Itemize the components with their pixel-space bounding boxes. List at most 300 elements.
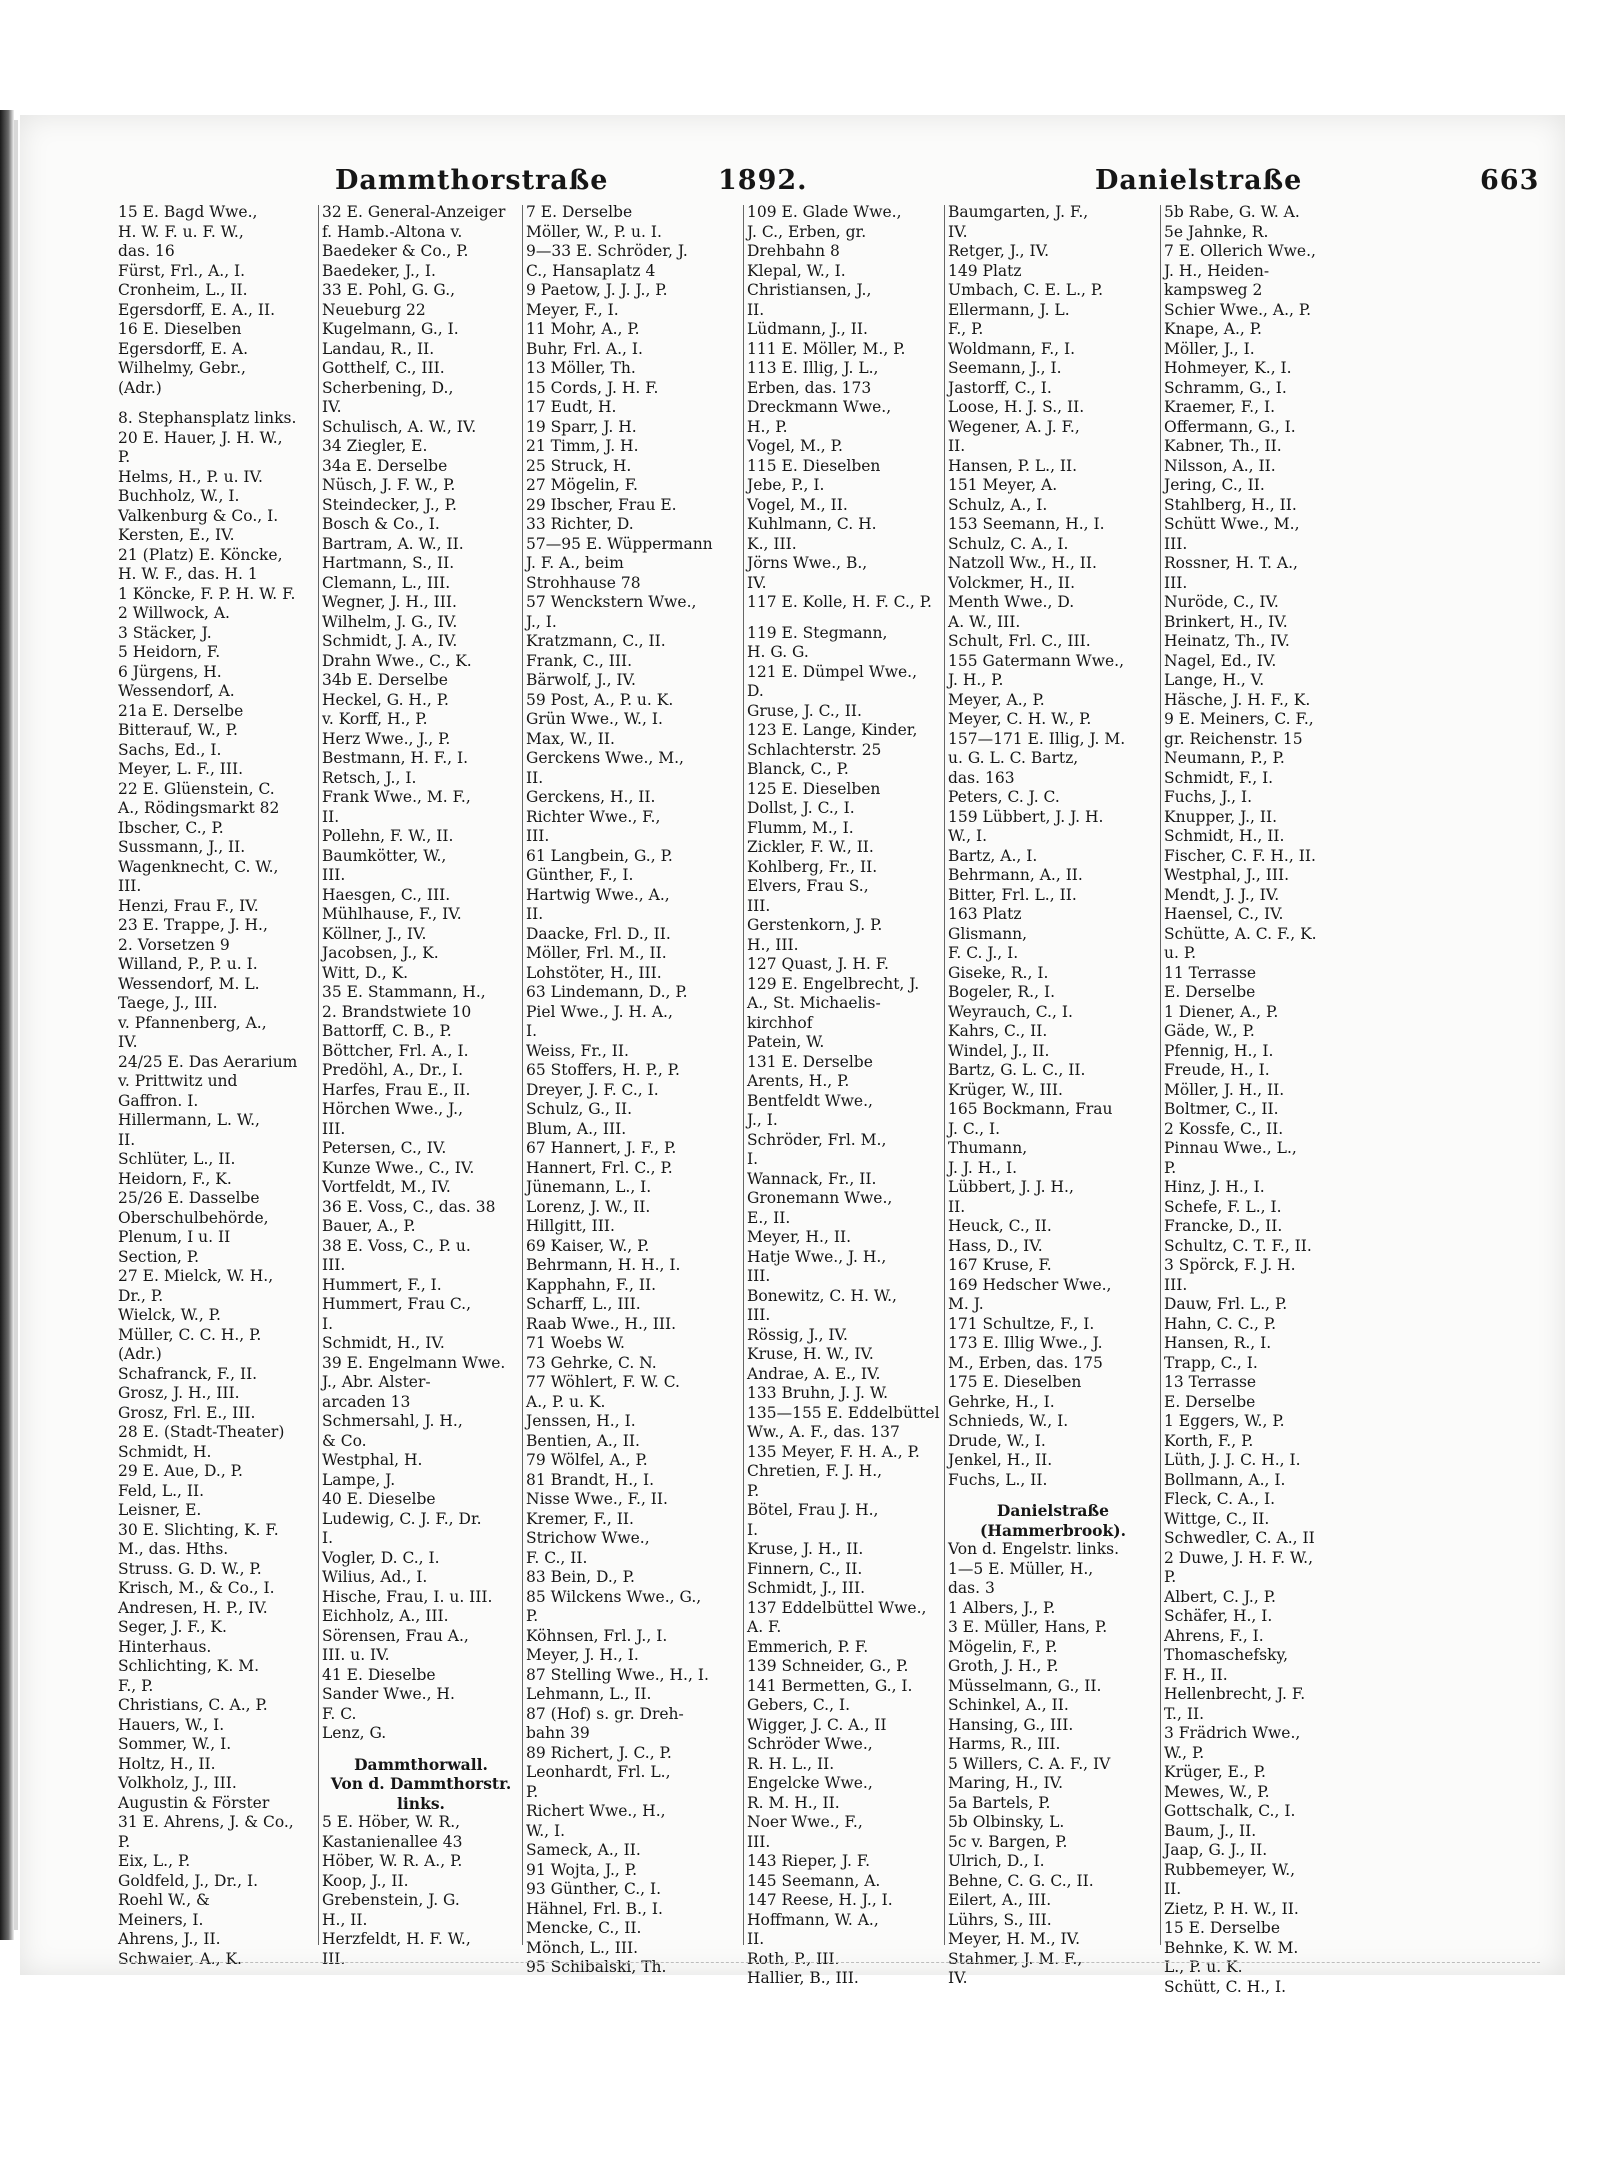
- directory-entry-line: 157—171 E. Illig, J. M.: [948, 729, 1126, 748]
- directory-entry-line: Krisch, M., & Co., I.: [118, 1579, 275, 1597]
- directory-entry-line: 85 Wilckens Wwe., G.,: [526, 1587, 702, 1606]
- directory-entry-line: 175 E. Dieselben: [948, 1373, 1082, 1391]
- directory-entry-line: IV.: [322, 398, 342, 416]
- directory-entry-line: 119 E. Stegmann,: [747, 623, 888, 642]
- directory-entry-line: Krüger, E., P.: [1164, 1763, 1266, 1781]
- directory-entry-line: 25/26 E. Dasselbe: [118, 1189, 260, 1207]
- directory-entry-line: Meiners, I.: [118, 1910, 204, 1929]
- directory-entry-line: u. P.: [1164, 944, 1197, 962]
- directory-entry-line: Schröder Wwe.,: [747, 1735, 873, 1753]
- directory-entry-line: u. G. L. C. Bartz,: [948, 749, 1079, 767]
- directory-entry-line: Fürst, Frl., A., I.: [118, 261, 246, 280]
- directory-entry-line: IV.: [118, 1033, 138, 1051]
- directory-entry-line: 115 E. Dieselben: [747, 456, 881, 475]
- directory-entry-line: Bestmann, H. F., I.: [322, 749, 469, 767]
- directory-entry-line: Wegner, J. H., III.: [322, 593, 457, 611]
- directory-entry-line: Drude, W., I.: [948, 1431, 1046, 1450]
- directory-entry-line: Frank Wwe., M. F.,: [322, 788, 471, 806]
- directory-entry-line: I.: [322, 1314, 334, 1333]
- directory-entry-line: Behne, C. G. C., II.: [948, 1871, 1094, 1890]
- directory-entry-line: Augustin & Förster: [118, 1793, 270, 1812]
- directory-entry-line: Schult, Frl. C., III.: [948, 632, 1091, 650]
- directory-entry-line: Meyer, L. F., III.: [118, 760, 244, 778]
- directory-entry-line: Pfennig, H., I.: [1164, 1041, 1274, 1060]
- directory-entry-line: Fischer, C. F. H., II.: [1164, 846, 1316, 865]
- directory-entry-line: Bärwolf, J., IV.: [526, 671, 636, 689]
- directory-entry-line: Christians, C. A., P.: [118, 1696, 268, 1714]
- entry-spacer: [322, 1744, 520, 1755]
- directory-entry-line: 7 E. Derselbe: [526, 203, 633, 221]
- directory-entry-line: Eichholz, A., III.: [322, 1607, 449, 1625]
- directory-entry-line: J. H., P.: [948, 671, 1004, 689]
- directory-entry-line: III.: [747, 1832, 771, 1851]
- directory-entry-line: IV.: [948, 222, 968, 241]
- directory-entry-line: 73 Gehrke, C. N.: [526, 1353, 657, 1372]
- directory-entry-line: J. C., I.: [948, 1119, 1001, 1138]
- directory-entry-line: IV.: [948, 1969, 968, 1987]
- directory-entry-line: Feld, L., II.: [118, 1481, 205, 1500]
- directory-entry-line: 77 Wöhlert, F. W. C.: [526, 1373, 680, 1391]
- directory-entry-line: Schafranck, F., II.: [118, 1364, 258, 1383]
- directory-entry-line: Grosz, J. H., III.: [118, 1384, 240, 1402]
- directory-entry-line: Wittge, C., II.: [1164, 1509, 1270, 1528]
- directory-entry-line: Schütt, C. H., I.: [1164, 1977, 1287, 1996]
- page-number: 663: [1480, 165, 1540, 196]
- directory-entry-line: Harfes, Frau E., II.: [322, 1080, 471, 1099]
- directory-entry-line: Sachs, Ed., I.: [118, 740, 222, 759]
- directory-entry-line: arcaden 13: [322, 1392, 411, 1411]
- directory-entry-line: 23 E. Trappe, J. H.,: [118, 916, 268, 934]
- directory-entry-line: gr. Reichenstr. 15: [1164, 729, 1303, 748]
- directory-entry-line: Nüsch, J. F. W., P.: [322, 476, 456, 494]
- directory-entry-line: (Adr.): [118, 1345, 162, 1363]
- directory-entry-line: 2. Brandstwiete 10: [322, 1002, 472, 1021]
- directory-column-4: [747, 203, 943, 1987]
- directory-entry-line: 5e Jahnke, R.: [1164, 222, 1269, 241]
- directory-entry-line: Hansen, R., I.: [1164, 1334, 1272, 1352]
- directory-entry-line: J. C., Erben, gr.: [747, 222, 867, 241]
- directory-entry-line: Bentien, A., II.: [526, 1431, 640, 1450]
- directory-entry-line: Heuck, C., II.: [948, 1217, 1052, 1235]
- directory-entry-line: Egersdorff, E. A., II.: [118, 300, 276, 319]
- directory-entry-line: bahn 39: [526, 1724, 590, 1742]
- directory-entry-line: 91 Wojta, J., P.: [526, 1860, 637, 1879]
- directory-entry-line: Nisse Wwe., F., II.: [526, 1490, 668, 1508]
- directory-entry-line: Schlachterstr. 25: [747, 740, 882, 759]
- directory-entry-line: H., III.: [747, 935, 799, 954]
- directory-entry-line: 9 E. Meiners, C. F.,: [1164, 710, 1314, 728]
- directory-entry-line: 173 E. Illig Wwe., J.: [948, 1334, 1103, 1352]
- directory-entry-line: IV.: [747, 573, 767, 592]
- directory-entry-line: Eilert, A., III.: [948, 1891, 1052, 1909]
- directory-entry-line: Boltmer, C., II.: [1164, 1100, 1279, 1118]
- directory-entry-line: Hartmann, S., II.: [322, 554, 455, 572]
- directory-entry-line: Glismann,: [948, 924, 1028, 943]
- directory-entry-line: 171 Schultze, F., I.: [948, 1314, 1095, 1333]
- directory-entry-line: Schmidt, H., II.: [1164, 827, 1285, 845]
- directory-entry-line: Wegener, A. J. F.,: [948, 417, 1080, 436]
- directory-entry-line: Sussmann, J., II.: [118, 838, 246, 856]
- directory-entry-line: Trapp, C., I.: [1164, 1353, 1258, 1372]
- directory-entry-line: Kremer, F., II.: [526, 1509, 634, 1528]
- directory-entry-line: Dauw, Frl. L., P.: [1164, 1295, 1288, 1313]
- directory-entry-line: 22 E. Glüenstein, C.: [118, 779, 275, 798]
- directory-entry-line: Baedeker, J., I.: [322, 261, 436, 280]
- directory-entry-line: T., II.: [1164, 1704, 1205, 1723]
- directory-entry-line: 36 E. Voss, C., das. 38: [322, 1197, 496, 1216]
- directory-entry-line: Seemann, J., I.: [948, 359, 1062, 377]
- directory-entry-line: Gotthelf, C., III.: [322, 359, 445, 377]
- directory-entry-line: Mühlhause, F., IV.: [322, 905, 462, 923]
- directory-entry-line: kampsweg 2: [1164, 281, 1263, 299]
- directory-entry-line: Sommer, W., I.: [118, 1735, 232, 1753]
- directory-entry-line: Seger, J. F., K.: [118, 1618, 227, 1636]
- directory-entry-line: A. W., III.: [948, 612, 1021, 631]
- directory-entry-line: Schramm, G., I.: [1164, 378, 1287, 397]
- directory-entry-line: Ww., A. F., das. 137: [747, 1423, 900, 1441]
- directory-entry-line: W., I.: [526, 1821, 566, 1840]
- directory-entry-line: Pinnau Wwe., L.,: [1164, 1139, 1297, 1157]
- directory-entry-line: Strichow Wwe.,: [526, 1529, 650, 1547]
- directory-entry-line: Kersten, E., IV.: [118, 526, 235, 544]
- section-heading: Dammthorwall.: [354, 1754, 488, 1774]
- directory-entry-line: Schnieds, W., I.: [948, 1412, 1069, 1430]
- directory-entry-line: Willand, P., P. u. I.: [118, 955, 258, 973]
- directory-entry-line: 34 Ziegler, E.: [322, 437, 428, 455]
- directory-entry-line: 9—33 E. Schröder, J.: [526, 242, 688, 260]
- directory-entry-line: das. 163: [948, 768, 1015, 787]
- directory-entry-line: Bitterauf, W., P.: [118, 721, 238, 739]
- directory-entry-line: Wielck, W., P.: [118, 1306, 221, 1324]
- directory-entry-line: Haensel, C., IV.: [1164, 905, 1284, 923]
- directory-entry-line: Freude, H., I.: [1164, 1061, 1270, 1079]
- directory-entry-line: 2 Willwock, A.: [118, 604, 230, 622]
- directory-entry-line: 3 Stäcker, J.: [118, 623, 212, 642]
- directory-entry-line: Hummert, Frau C.,: [322, 1295, 472, 1313]
- directory-entry-line: R. H. L., II.: [747, 1754, 835, 1773]
- page-edge: [14, 120, 18, 1930]
- directory-entry-line: Vogel, M., II.: [747, 495, 848, 514]
- directory-entry-line: Ibscher, C., P.: [118, 818, 224, 837]
- directory-entry-line: Maring, H., IV.: [948, 1774, 1064, 1792]
- directory-entry-line: Struss. G. D. W., P.: [118, 1559, 262, 1578]
- directory-entry-line: 1 Köncke, F. P. H. W. F.: [118, 584, 296, 603]
- directory-entry-line: Weiss, Fr., II.: [526, 1041, 629, 1060]
- directory-entry-line: Möller, Frl. M., II.: [526, 944, 667, 962]
- directory-entry-line: 57—95 E. Wüppermann: [526, 534, 713, 553]
- directory-entry-line: Vortfeldt, M., IV.: [322, 1178, 451, 1196]
- directory-entry-line: III.: [322, 1119, 346, 1138]
- directory-entry-line: E. Derselbe: [1164, 1392, 1256, 1411]
- directory-entry-line: Wilius, Ad., I.: [322, 1568, 428, 1586]
- directory-entry-line: Dollst, J. C., I.: [747, 799, 855, 817]
- directory-entry-line: 7 E. Ollerich Wwe.,: [1164, 242, 1316, 260]
- entry-spacer: [118, 398, 316, 409]
- directory-entry-line: Gaffron. I.: [118, 1091, 199, 1110]
- directory-entry-line: Behrmann, H. H., I.: [526, 1256, 681, 1274]
- directory-entry-line: III.: [118, 877, 142, 895]
- directory-entry-line: 151 Meyer, A.: [948, 476, 1058, 494]
- directory-entry-line: 15 E. Bagd Wwe.,: [118, 203, 258, 221]
- directory-entry-line: J., I.: [747, 1111, 778, 1129]
- directory-entry-line: Kabner, Th., II.: [1164, 437, 1282, 455]
- directory-entry-line: 65 Stoffers, H. P., P.: [526, 1061, 680, 1079]
- directory-entry-line: Woldmann, F., I.: [948, 339, 1076, 358]
- directory-entry-line: Hansing, G., III.: [948, 1715, 1074, 1734]
- directory-entry-line: P.: [1164, 1568, 1177, 1586]
- bottom-scale-mark: [120, 1962, 1540, 1964]
- directory-entry-line: I.: [747, 1150, 759, 1168]
- directory-entry-line: Egersdorff, E. A.: [118, 339, 249, 358]
- book-spine: [0, 110, 14, 1940]
- directory-entry-line: Fleck, C. A., I.: [1164, 1490, 1275, 1508]
- directory-entry-line: 81 Brandt, H., I.: [526, 1470, 655, 1489]
- directory-column-2: [322, 203, 520, 1968]
- directory-entry-line: Jebe, P., I.: [747, 476, 825, 494]
- directory-entry-line: 5 Heidorn, F.: [118, 643, 221, 661]
- directory-entry-line: Höber, W. R. A., P.: [322, 1852, 463, 1870]
- directory-entry-line: Schefe, F. L., I.: [1164, 1197, 1282, 1216]
- directory-entry-line: Christiansen, J.,: [747, 281, 872, 299]
- directory-entry-line: Von d. Engelstr. links.: [948, 1540, 1120, 1558]
- directory-entry-line: Brinkert, H., IV.: [1164, 612, 1288, 631]
- directory-entry-line: 139 Schneider, G., P.: [747, 1657, 909, 1675]
- directory-entry-line: Behnke, K. W. M.: [1164, 1938, 1299, 1957]
- directory-entry-line: II.: [322, 807, 340, 826]
- header-street-right: Danielstraße: [1095, 165, 1303, 196]
- directory-entry-line: Lampe, J.: [322, 1470, 396, 1489]
- directory-entry-line: Schulisch, A. W., IV.: [322, 417, 477, 436]
- directory-entry-line: 147 Reese, H. J., I.: [747, 1891, 893, 1909]
- section-heading: Danielstraße: [996, 1501, 1110, 1520]
- directory-entry-line: Rossner, H. T. A.,: [1164, 554, 1298, 572]
- directory-entry-line: Arents, H., P.: [747, 1072, 850, 1090]
- directory-entry-line: D.: [747, 682, 764, 700]
- directory-entry-line: Schmidt, J. A., IV.: [322, 632, 458, 650]
- directory-entry-line: Scharff, L., III.: [526, 1295, 641, 1313]
- directory-entry-line: Koop, J., II.: [322, 1871, 409, 1890]
- directory-entry-line: Volkholz, J., III.: [118, 1774, 237, 1792]
- directory-entry-line: Petersen, C., IV.: [322, 1139, 447, 1157]
- directory-entry-line: Kohlberg, Fr., II.: [747, 857, 878, 876]
- directory-entry-line: 41 E. Dieselbe: [322, 1665, 436, 1684]
- directory-entry-line: Schmidt, H., IV.: [322, 1334, 445, 1352]
- directory-entry-line: Bitter, Frl. L., II.: [948, 885, 1077, 904]
- directory-entry-line: Neueburg 22: [322, 300, 426, 319]
- directory-entry-line: Daacke, Frl. D., II.: [526, 924, 671, 943]
- directory-entry-line: 93 Günther, C., I.: [526, 1880, 662, 1898]
- directory-entry-line: Bonewitz, C. H. W.,: [747, 1286, 897, 1305]
- directory-entry-line: 61 Langbein, G., P.: [526, 846, 673, 865]
- directory-entry-line: Richter Wwe., F.,: [526, 807, 661, 826]
- directory-entry-line: Gäde, W., P.: [1164, 1022, 1255, 1040]
- directory-entry-line: 30 E. Slichting, K. F.: [118, 1520, 279, 1539]
- directory-entry-line: Schultz, C. T. F., II.: [1164, 1236, 1312, 1255]
- directory-entry-line: Schier Wwe., A., P.: [1164, 300, 1312, 319]
- directory-entry-line: 2 Kossfe, C., II.: [1164, 1119, 1284, 1138]
- directory-entry-line: Max, W., II.: [526, 729, 615, 748]
- directory-entry-line: Schröder, Frl. M.,: [747, 1130, 887, 1149]
- directory-entry-line: 135 Meyer, F. H. A., P.: [747, 1442, 920, 1461]
- directory-entry-line: Gehrke, H., I.: [948, 1392, 1055, 1411]
- directory-column-1: [118, 203, 316, 1968]
- directory-entry-line: Haesgen, C., III.: [322, 885, 451, 904]
- directory-entry-line: Korth, F., P.: [1164, 1431, 1254, 1450]
- directory-entry-line: Rubbemeyer, W.,: [1164, 1860, 1296, 1879]
- directory-entry-line: Dreckmann Wwe.,: [747, 398, 892, 416]
- directory-entry-line: 131 E. Derselbe: [747, 1052, 873, 1071]
- directory-entry-line: III.: [747, 896, 771, 915]
- directory-entry-line: A., Rödingsmarkt 82: [118, 799, 280, 817]
- directory-entry-line: Offermann, G., I.: [1164, 417, 1296, 436]
- directory-entry-line: & Co.: [322, 1431, 367, 1450]
- directory-entry-line: 32 E. General-Anzeiger: [322, 203, 506, 221]
- directory-entry-line: 20 E. Hauer, J. H. W.,: [118, 428, 283, 447]
- directory-entry-line: 5b Olbinsky, L.: [948, 1813, 1065, 1831]
- directory-entry-line: Häsche, J. H. F., K.: [1164, 690, 1311, 709]
- directory-entry-line: Baum, J., II.: [1164, 1821, 1257, 1840]
- directory-entry-line: Krüger, W., III.: [948, 1080, 1063, 1099]
- directory-entry-line: Lenz, G.: [322, 1724, 387, 1742]
- directory-entry-line: Strohhause 78: [526, 573, 641, 592]
- directory-entry-line: Schütte, A. C. F., K.: [1164, 924, 1317, 943]
- directory-entry-line: Piel Wwe., J. H. A.,: [526, 1002, 673, 1021]
- directory-entry-line: Schulz, G., II.: [526, 1100, 633, 1118]
- directory-entry-line: I.: [322, 1529, 334, 1547]
- directory-entry-line: Retger, J., IV.: [948, 242, 1050, 260]
- directory-entry-line: Mönch, L., III.: [526, 1938, 639, 1957]
- directory-entry-line: Jacobsen, J., K.: [322, 944, 439, 962]
- directory-entry-line: Plenum, I u. II: [118, 1228, 231, 1246]
- directory-entry-line: III.: [1164, 534, 1188, 553]
- directory-entry-line: das. 3: [948, 1579, 995, 1597]
- directory-entry-line: Fuchs, L., II.: [948, 1470, 1048, 1489]
- directory-entry-line: Patein, W.: [747, 1033, 825, 1051]
- directory-entry-line: A. F.: [747, 1618, 782, 1636]
- directory-entry-line: Meyer, A., P.: [948, 690, 1045, 709]
- directory-entry-line: Goldfeld, J., Dr., I.: [118, 1871, 258, 1890]
- directory-entry-line: II.: [747, 300, 765, 319]
- directory-entry-line: H. G. G.: [747, 643, 809, 661]
- directory-entry-line: Vogler, D. C., I.: [322, 1548, 440, 1567]
- directory-entry-line: Emmerich, P. F.: [747, 1637, 869, 1656]
- directory-entry-line: Schmidt, H.: [118, 1442, 212, 1461]
- directory-entry-line: 29 Ibscher, Frau E.: [526, 495, 677, 514]
- directory-entry-line: 21 (Platz) E. Köncke,: [118, 545, 283, 564]
- directory-entry-line: 89 Richert, J. C., P.: [526, 1743, 672, 1762]
- directory-entry-line: Weyrauch, C., I.: [948, 1002, 1073, 1021]
- directory-entry-line: 127 Quast, J. H. F.: [747, 955, 889, 973]
- directory-entry-line: Mewes, W., P.: [1164, 1782, 1270, 1801]
- directory-entry-line: Zietz, P. H. W., II.: [1164, 1899, 1299, 1918]
- directory-entry-line: 1 Diener, A., P.: [1164, 1002, 1279, 1021]
- directory-entry-line: Kruse, H. W., IV.: [747, 1345, 874, 1363]
- directory-entry-line: 15 Cords, J. H. F.: [526, 378, 659, 397]
- directory-entry-line: 24/25 E. Das Aerarium: [118, 1052, 298, 1071]
- entry-spacer: [747, 613, 943, 624]
- directory-entry-line: Scherbening, D.,: [322, 378, 454, 397]
- directory-entry-line: II.: [526, 905, 544, 923]
- directory-entry-line: 16 E. Dieselben: [118, 320, 242, 338]
- directory-entry-line: Bollmann, A., I.: [1164, 1470, 1286, 1489]
- directory-entry-line: 167 Kruse, F.: [948, 1256, 1052, 1274]
- directory-entry-line: v. Korff, H., P.: [322, 710, 428, 728]
- directory-entry-line: III.: [747, 1306, 771, 1324]
- directory-entry-line: Predöhl, A., Dr., I.: [322, 1061, 463, 1079]
- directory-entry-line: Francke, D., II.: [1164, 1217, 1283, 1235]
- directory-entry-line: 8. Stephansplatz links.: [118, 409, 297, 427]
- directory-entry-line: Hass, D., IV.: [948, 1236, 1043, 1255]
- directory-entry-line: Schlichting, K. M.: [118, 1657, 260, 1675]
- directory-entry-line: Schmidt, J., III.: [747, 1579, 866, 1597]
- directory-entry-line: Wagenknecht, C. W.,: [118, 857, 279, 876]
- directory-entry-line: Meyer, F., I.: [526, 300, 619, 319]
- directory-entry-line: III.: [322, 1949, 346, 1968]
- directory-entry-line: P.: [526, 1607, 539, 1625]
- directory-entry-line: Kugelmann, G., I.: [322, 320, 459, 338]
- directory-entry-line: W., P.: [1164, 1743, 1205, 1762]
- directory-entry-line: Baumgarten, J. F.,: [948, 203, 1089, 221]
- directory-entry-line: III.: [1164, 1275, 1188, 1294]
- directory-entry-line: Lüdmann, J., II.: [747, 320, 868, 338]
- directory-entry-line: Baumkötter, W.,: [322, 846, 447, 865]
- directory-entry-line: Meyer, H. M., IV.: [948, 1930, 1081, 1948]
- directory-entry-line: Gruse, J. C., II.: [747, 701, 862, 720]
- directory-entry-line: III.: [1164, 573, 1188, 592]
- directory-entry-line: 169 Hedscher Wwe.,: [948, 1275, 1112, 1294]
- directory-entry-line: Westphal, J., III.: [1164, 866, 1290, 884]
- directory-entry-line: Nilsson, A., II.: [1164, 456, 1276, 475]
- directory-entry-line: 135—155 E. Eddelbüttel: [747, 1403, 940, 1422]
- directory-entry-line: III.: [526, 827, 550, 845]
- directory-entry-line: Kahrs, C., II.: [948, 1022, 1048, 1040]
- directory-entry-line: Böttcher, Frl. A., I.: [322, 1041, 469, 1060]
- directory-entry-line: H., P.: [747, 417, 788, 436]
- directory-entry-line: Bogeler, R., I.: [948, 983, 1056, 1001]
- directory-entry-line: 33 Richter, D.: [526, 515, 634, 533]
- directory-entry-line: 79 Wölfel, A., P.: [526, 1451, 648, 1469]
- directory-entry-line: 35 E. Stammann, H.,: [322, 983, 486, 1001]
- directory-entry-line: Steindecker, J., P.: [322, 495, 457, 514]
- directory-entry-line: 149 Platz: [948, 261, 1022, 280]
- directory-entry-line: Möller, J., I.: [1164, 339, 1255, 358]
- directory-entry-line: Neumann, P., P.: [1164, 749, 1285, 767]
- directory-entry-line: 117 E. Kolle, H. F. C., P.: [747, 593, 932, 611]
- directory-entry-line: Wessendorf, A.: [118, 682, 235, 700]
- directory-entry-line: Schulz, C. A., I.: [948, 534, 1069, 553]
- directory-entry-line: 34a E. Derselbe: [322, 456, 448, 475]
- directory-entry-line: P.: [747, 1481, 760, 1500]
- directory-entry-line: M., Erben, das. 175: [948, 1353, 1103, 1372]
- directory-entry-line: F. C.: [322, 1704, 357, 1723]
- directory-entry-line: 25 Struck, H.: [526, 456, 632, 475]
- directory-entry-line: Bauer, A., P.: [322, 1217, 416, 1235]
- directory-entry-line: Behrmann, A., II.: [948, 866, 1083, 884]
- directory-entry-line: Lehmann, L., II.: [526, 1685, 652, 1703]
- directory-entry-line: Schmidt, F., I.: [1164, 768, 1274, 787]
- directory-entry-line: Albert, C. J., P.: [1164, 1587, 1276, 1606]
- directory-entry-line: Gebers, C., I.: [747, 1696, 851, 1714]
- directory-entry-line: F. C. J., I.: [948, 944, 1019, 962]
- directory-entry-line: Heckel, G. H., P.: [322, 690, 449, 709]
- directory-entry-line: Jastorff, C., I.: [948, 378, 1052, 397]
- directory-entry-line: 133 Bruhn, J. J. W.: [747, 1384, 888, 1402]
- directory-entry-line: Buhr, Frl. A., I.: [526, 339, 643, 358]
- directory-entry-line: Elvers, Frau S.,: [747, 877, 869, 895]
- directory-entry-line: 21a E. Derselbe: [118, 701, 244, 720]
- directory-entry-line: Schinkel, A., II.: [948, 1696, 1069, 1714]
- directory-entry-line: Schulz, A., I.: [948, 495, 1048, 514]
